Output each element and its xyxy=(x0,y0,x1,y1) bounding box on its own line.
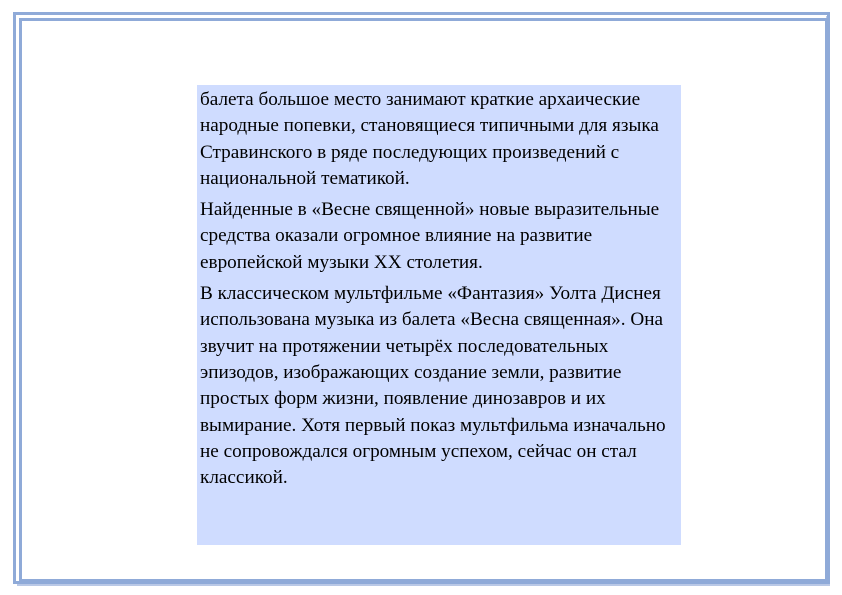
paragraph-3: В классическом мультфильме «Фантазия» Уолта Диснея использована музыка из балета «Весна священная». Она звучит на протяжении четырёх последовательных эпизодов, изображающих создание земли, развитие простых форм жизни, появление динозавров и их вымирание. Хотя первый показ мультфильма изначально не сопровождался огромным успехом, сейчас он стал классикой. xyxy=(200,283,666,489)
text-block xyxy=(197,85,681,545)
paragraph-1: балета большое место занимают краткие архаические народные попевки, становящиеся типичными для языка Стравинского в ряде последующих произведений с национальной тематикой. xyxy=(200,89,659,189)
paragraph-2: Найденные в «Весне священной» новые выразительные средства оказали огромное влияние на развитие европейской музыки XX столетия. xyxy=(200,199,660,273)
